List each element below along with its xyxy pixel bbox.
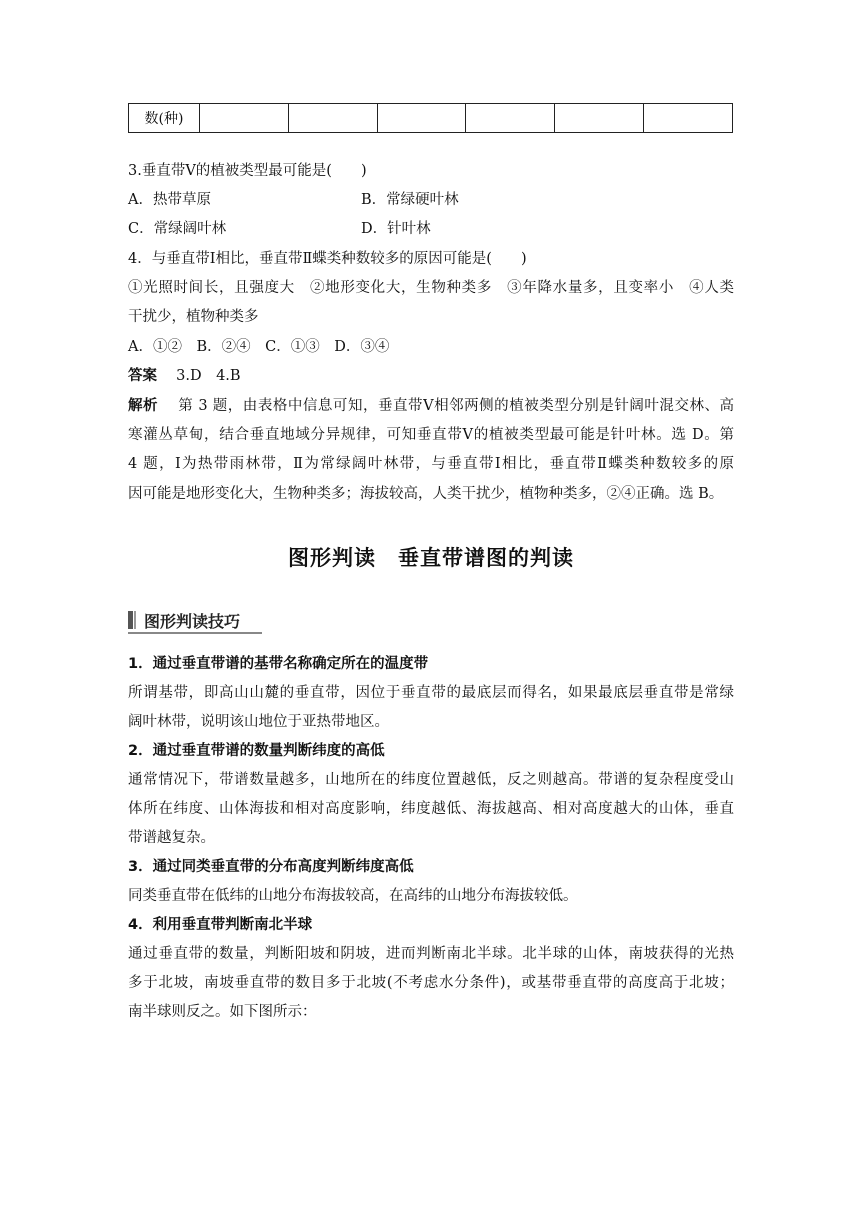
analysis-label: 解析 [128, 398, 159, 414]
analysis-line-3: 4 题，Ⅰ为热带雨林带，Ⅱ为常绿阔叶林带，与垂直带Ⅰ相比，垂直带Ⅱ蝶类种数较多的原 [128, 456, 734, 472]
skill-header-underline [128, 632, 262, 634]
species-count-table [128, 103, 733, 133]
point-2-line-2: 体所在纬度、山体海拔和相对高度影响，纬度越低、海拔越高、相对高度越大的山体，垂直 [128, 801, 734, 817]
table-cell [466, 104, 555, 133]
question-4-choices-line-1: ①光照时间长，且强度大 ②地形变化大，生物种类多 ③年降水量多，且变率小 ④人类 [128, 280, 734, 296]
table-cell [200, 104, 289, 133]
skill-header-label: 图形判读技巧 [144, 612, 241, 631]
header-marker-line [134, 611, 136, 629]
answer-text: 3.D 4.B [176, 368, 241, 384]
table-cell [288, 104, 377, 133]
point-1-line-2: 阔叶林带，说明该山地位于亚热带地区。 [128, 714, 389, 730]
point-4-line-1: 通过垂直带的数量，判断阳坡和阴坡，进而判断南北半球。北半球的山体，南坡获得的光热 [128, 946, 734, 962]
header-marker-icon [128, 611, 133, 629]
analysis-line-2: 寒灌丛草甸，结合垂直地域分异规律，可知垂直带Ⅴ的植被类型最可能是针叶林。选 D。第 [128, 427, 734, 443]
table-cell-label: 数(种) [129, 104, 200, 133]
answer-line [128, 366, 241, 386]
table-cell [377, 104, 466, 133]
question-3-option-b: B．常绿硬叶林 [361, 192, 459, 208]
skill-header [128, 608, 262, 632]
answer-label: 答案 [128, 368, 157, 384]
analysis-line-1 [128, 396, 734, 416]
table-cell [644, 104, 733, 133]
point-1-title: 1．通过垂直带谱的基带名称确定所在的温度带 [128, 656, 429, 672]
point-4-title: 4．利用垂直带判断南北半球 [128, 917, 313, 933]
analysis-line-4: 因可能是地形变化大，生物种类多；海拔较高，人类干扰少，植物种类多，②④正确。选 B。 [128, 486, 724, 502]
point-3-title: 3．通过同类垂直带的分布高度判断纬度高低 [128, 859, 414, 875]
question-3-option-d: D．针叶林 [361, 221, 431, 237]
point-4-line-2: 多于北坡，南坡垂直带的数目多于北坡(不考虑水分条件)，或基带垂直带的高度高于北坡； [128, 975, 734, 991]
point-2-line-1: 通常情况下，带谱数量越多，山地所在的纬度位置越低，反之则越高。带谱的复杂程度受山 [128, 772, 734, 788]
table-cell [555, 104, 644, 133]
section-title: 图形判读 垂直带谱图的判读 [288, 546, 574, 570]
point-2-title: 2．通过垂直带谱的数量判断纬度的高低 [128, 743, 385, 759]
point-2-line-3: 带谱越复杂。 [128, 830, 215, 846]
point-3-line-1: 同类垂直带在低纬的山地分布海拔较高，在高纬的山地分布海拔较低。 [128, 888, 578, 904]
question-4-stem: 4．与垂直带Ⅰ相比，垂直带Ⅱ蝶类种数较多的原因可能是( ) [128, 251, 527, 267]
question-3-option-c: C．常绿阔叶林 [128, 221, 227, 237]
question-4-options: A．①② B．②④ C．①③ D．③④ [128, 339, 390, 355]
question-4-choices-line-2: 干扰少，植物种类多 [128, 309, 259, 325]
point-4-line-3: 南半球则反之。如下图所示： [128, 1004, 317, 1020]
question-3-option-a: A．热带草原 [128, 192, 211, 208]
point-1-line-1: 所谓基带，即高山山麓的垂直带，因位于垂直带的最底层而得名，如果最底层垂直带是常绿 [128, 685, 734, 701]
table-row [129, 104, 733, 133]
analysis-text: 第 3 题，由表格中信息可知，垂直带Ⅴ相邻两侧的植被类型分别是针阔叶混交林、高 [178, 398, 735, 414]
question-3-stem: 3.垂直带Ⅴ的植被类型最可能是( ) [128, 163, 367, 179]
